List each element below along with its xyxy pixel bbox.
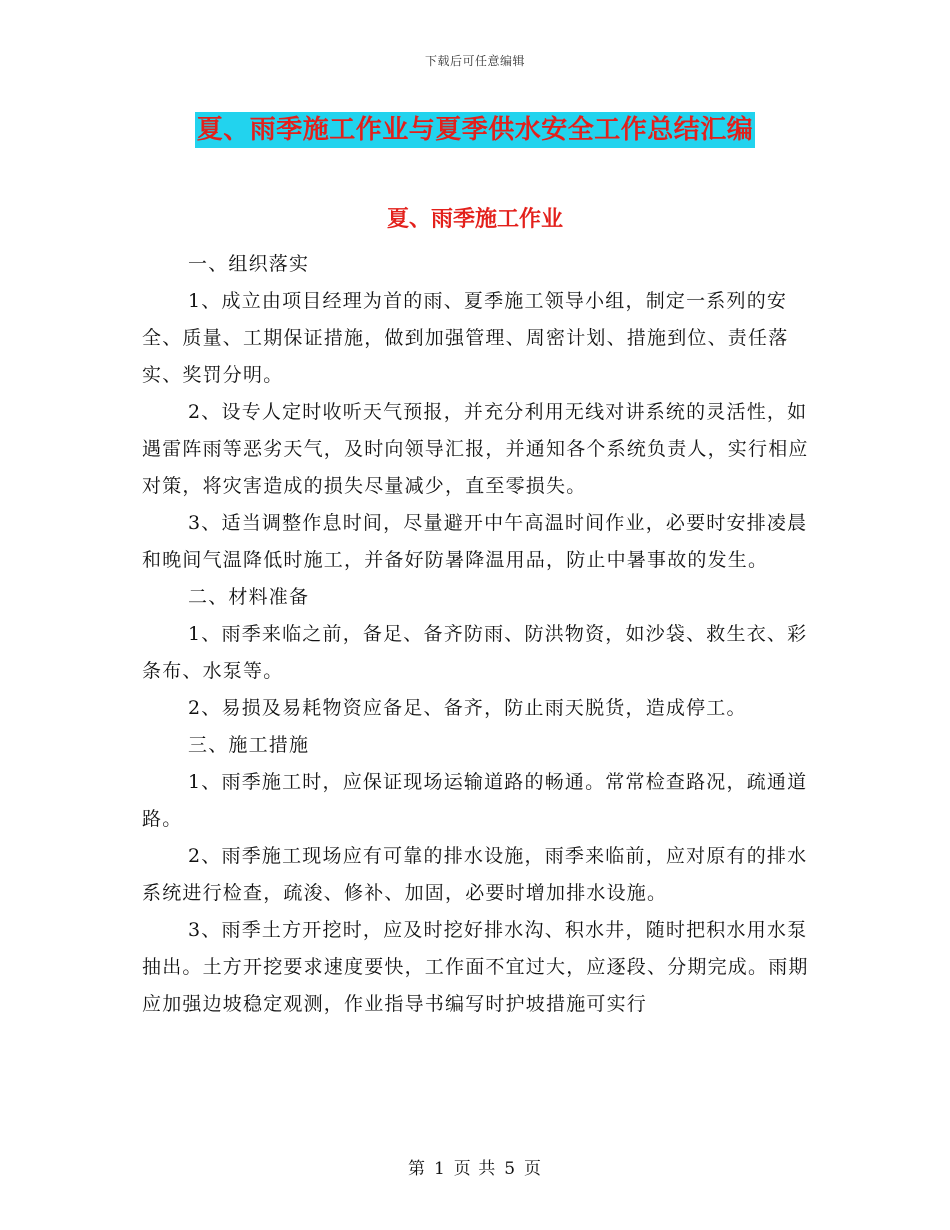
section-heading: 三、施工措施 bbox=[188, 734, 310, 756]
document-title-wrapper bbox=[0, 112, 950, 148]
current-page-number: 1 bbox=[433, 1159, 446, 1179]
total-pages-number: 5 bbox=[504, 1159, 517, 1179]
document-title: 夏、雨季施工作业与夏季供水安全工作总结汇编 bbox=[195, 112, 756, 148]
paragraph: 2、雨季施工现场应有可靠的排水设施，雨季来临前，应对原有的排水系统进行检查，疏浚、修补、加固，必要时增加排水设施。 bbox=[142, 845, 808, 904]
header-note: 下载后可任意编辑 bbox=[424, 54, 525, 68]
document-body bbox=[142, 246, 822, 1023]
page-label-suffix: 页 bbox=[524, 1159, 543, 1179]
section-heading: 一、组织落实 bbox=[188, 253, 310, 275]
section-title: 夏、雨季施工作业 bbox=[386, 206, 563, 232]
paragraph: 2、设专人定时收听天气预报，并充分利用无线对讲系统的灵活性，如遇雷阵雨等恶劣天气，及时向领导汇报，并通知各个系统负责人，实行相应对策，将灾害造成的损失尽量减少，直至零损失。 bbox=[142, 401, 809, 497]
page-label-prefix: 第 bbox=[407, 1159, 426, 1179]
paragraph: 1、雨季来临之前，备足、备齐防雨、防洪物资，如沙袋、救生衣、彩条布、水泵等。 bbox=[142, 623, 808, 682]
paragraph: 3、适当调整作息时间，尽量避开中午高温时间作业，必要时安排凌晨和晚间气温降低时施工，并备好防暑降温用品，防止中暑事故的发生。 bbox=[142, 512, 808, 571]
paragraph: 1、雨季施工时，应保证现场运输道路的畅通。常常检查路况，疏通道路。 bbox=[142, 771, 808, 830]
page-footer bbox=[0, 1154, 950, 1179]
paragraph: 1、成立由项目经理为首的雨、夏季施工领导小组，制定一系列的安全、质量、工期保证措施，做到加强管理、周密计划、措施到位、责任落实、奖罚分明。 bbox=[142, 290, 789, 386]
paragraph: 2、易损及易耗物资应备足、备齐，防止雨天脱货，造成停工。 bbox=[188, 697, 747, 719]
paragraph: 3、雨季土方开挖时，应及时挖好排水沟、积水井，随时把积水用水泵抽出。土方开挖要求速度要快，工作面不宜过大，应逐段、分期完成。雨期应加强边坡稳定观测，作业指导书编写时护坡措施可实行 bbox=[142, 919, 809, 1015]
page-label-mid: 页 共 bbox=[453, 1159, 497, 1179]
section-heading: 二、材料准备 bbox=[188, 586, 310, 608]
